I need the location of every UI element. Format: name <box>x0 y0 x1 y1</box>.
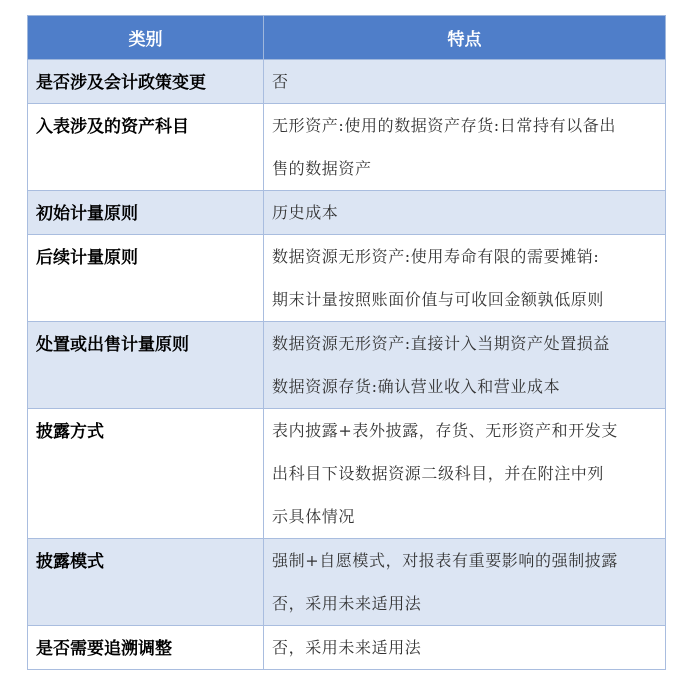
description-line: 表内披露+表外披露，存货、无形资产和开发支 <box>272 421 619 440</box>
description-line: 强制+自愿模式，对报表有重要影响的强制披露 <box>272 551 619 570</box>
description-line: 数据资源存货:确认营业收入和营业成本 <box>272 377 561 396</box>
row-category: 入表涉及的资产科目 <box>28 104 264 191</box>
row-category: 后续计量原则 <box>28 235 264 322</box>
row-description <box>264 409 666 539</box>
table-row <box>28 409 666 539</box>
description-line: 数据资源无形资产:直接计入当期资产处置损益 <box>272 334 610 353</box>
description-line: 数据资源无形资产:使用寿命有限的需要摊销: <box>272 247 600 266</box>
description-line: 否，采用未来适用法 <box>272 594 422 613</box>
table-row <box>28 626 666 670</box>
table-header-row <box>28 16 666 60</box>
row-category: 披露方式 <box>28 409 264 539</box>
comparison-table <box>27 15 666 670</box>
table-row <box>28 60 666 104</box>
table-row <box>28 191 666 235</box>
table-row <box>28 104 666 191</box>
description-line: 无形资产:使用的数据资产存货:日常持有以备出 <box>272 116 616 135</box>
header-features: 特点 <box>264 16 666 60</box>
description-line: 示具体情况 <box>272 507 356 526</box>
description-line: 售的数据资产 <box>272 159 372 178</box>
table-row <box>28 235 666 322</box>
row-description <box>264 539 666 626</box>
row-category: 处置或出售计量原则 <box>28 322 264 409</box>
row-description <box>264 235 666 322</box>
row-description <box>264 60 666 104</box>
description-line: 期末计量按照账面价值与可收回金额孰低原则 <box>272 290 605 309</box>
description-line: 历史成本 <box>272 203 339 222</box>
row-category: 披露模式 <box>28 539 264 626</box>
description-line: 否 <box>272 72 289 91</box>
table-row <box>28 539 666 626</box>
row-description <box>264 104 666 191</box>
row-description <box>264 626 666 670</box>
row-category: 是否涉及会计政策变更 <box>28 60 264 104</box>
comparison-table-container <box>27 15 665 670</box>
row-description <box>264 191 666 235</box>
description-line: 出科目下设数据资源二级科目，并在附注中列 <box>272 464 605 483</box>
table-row <box>28 322 666 409</box>
description-line: 否，采用未来适用法 <box>272 638 422 657</box>
row-category: 初始计量原则 <box>28 191 264 235</box>
header-category: 类别 <box>28 16 264 60</box>
row-category: 是否需要追溯调整 <box>28 626 264 670</box>
row-description <box>264 322 666 409</box>
